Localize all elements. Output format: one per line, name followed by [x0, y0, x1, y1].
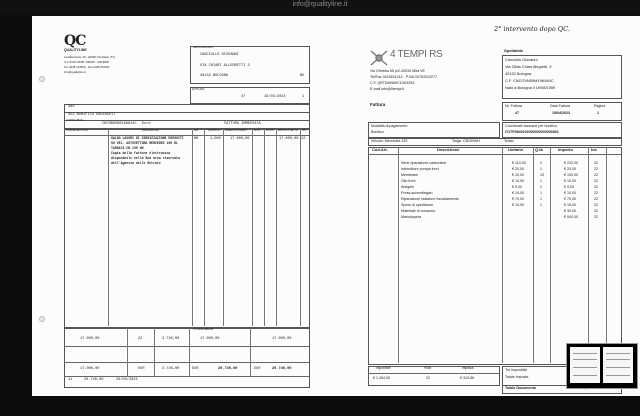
row-unit-price: € 70,00 [512, 197, 524, 201]
totale-imponibile: 17.000,00 [200, 337, 220, 341]
row-quantity: 1 [540, 191, 542, 195]
totale-merce: 17.000,00 [272, 337, 292, 341]
dest-city: 40132 BOLOGNA [200, 74, 229, 78]
payment-value: Bonifico [371, 130, 384, 134]
row-unit-price: € 110,00 [512, 161, 526, 165]
row-iva: 22 [594, 197, 598, 201]
table-header-line [368, 154, 621, 155]
totals-col [250, 328, 251, 376]
date-label: Data Fattura [550, 104, 570, 108]
column-header: Q.tà [535, 147, 543, 152]
client-line: C.F. CNCGVN59M19A944C [505, 78, 554, 83]
targa-label: Targa: CB190WH [452, 139, 480, 143]
punch-hole [39, 76, 45, 82]
page-value: 1 [597, 111, 599, 115]
row-quantity: 1 [540, 179, 542, 183]
brand-name: 4 TEMPI RS [390, 49, 443, 60]
aliquota: 22 [138, 337, 143, 341]
column-header: SC % [254, 129, 261, 132]
address-line: Via Ghebba 65 p/2-30034 Mira VE [370, 69, 425, 73]
bank-value: IT27P0845202000000000005303 [505, 130, 559, 134]
thumbnail-page-left [570, 347, 600, 383]
bank-label: Coordinate bancarie per bonifico [505, 124, 557, 128]
dest-address: VIA CHIARI ALLEGRETTI 3 [200, 64, 250, 68]
row-unit-price: € 10,00 [512, 179, 524, 183]
netto-pagare: 20.740,00 [272, 367, 292, 371]
col-line [398, 147, 399, 363]
col-line [300, 129, 301, 326]
pistons-logo-icon [368, 49, 390, 67]
row-iva: 22 [594, 185, 598, 189]
column-header: PREZZO UNITARIO [225, 129, 247, 132]
column-header: CODICE ARTICOLO [66, 129, 89, 132]
description-line: TARGATA CB 190 WH [111, 146, 144, 150]
spett-label: Spettabile [504, 48, 524, 53]
viewer-bottom-bar [0, 397, 640, 416]
description-line: dell'Agenzia delle Entrate [111, 161, 161, 165]
row-amount: € 10,00 [564, 179, 576, 183]
sum-header: Imposta [462, 366, 474, 370]
row-unit-price: € 15,00 [512, 203, 524, 207]
sum-line [368, 373, 499, 374]
row-amount: € 940,00 [564, 215, 578, 219]
handwritten-note: 2° intervento dopo QC. [494, 25, 570, 33]
totals-line [64, 362, 309, 363]
page-thumbnail[interactable] [566, 343, 638, 389]
dest-label: DESTINATARIO [193, 45, 214, 49]
totals-line [64, 376, 309, 377]
col-line [223, 129, 224, 326]
column-header: IMPORTO NETTO [278, 129, 298, 132]
telaio-label: Telaio: [504, 139, 515, 143]
causale: FATTURA IMMEDIATA [224, 122, 261, 126]
imponibile: 17.000,00 [80, 337, 100, 341]
col-line [550, 147, 551, 363]
col-line [264, 129, 265, 326]
row-iva: 22 [594, 167, 598, 171]
column-header: Importo [558, 147, 573, 152]
col-line [108, 129, 109, 326]
iban-label: CODICE IBAN [66, 119, 83, 122]
description-line: SALDO LAVORI DI IGENIZZAZIONE ESEGUITI [111, 136, 184, 140]
company-line: C.F./P.IVA 02451 100000 - 000 8800 [64, 60, 109, 64]
sum-header: %Iva [424, 366, 432, 370]
column-header: QUANTITA' [208, 129, 221, 132]
row-iva: 22 [594, 191, 598, 195]
row-quantity: 10 [540, 173, 544, 177]
client-line: Canciullo Giovanni [505, 57, 538, 62]
totals-label: TOTALE MERCE [193, 328, 213, 331]
row-unit-price: € 10,00 [512, 191, 524, 195]
row-amount: € 10,00 [564, 191, 576, 195]
tot-imposta-label: Totale Imposta [505, 375, 529, 379]
row-amount: 17.000,00 [279, 137, 299, 141]
left-items-table [64, 129, 310, 328]
iban-value: CHCGBO5N019A944C [102, 122, 137, 126]
col-line [606, 147, 607, 363]
row-um: NR [194, 137, 199, 141]
client-code: 489 [68, 105, 75, 109]
page-label: Pagina [594, 104, 606, 108]
company-line: info@qualityline.it [64, 70, 86, 74]
totals-col [154, 328, 155, 376]
row-amount: € 20,00 [564, 167, 576, 171]
row-qty: 1,000 [210, 137, 221, 141]
row-iva: 22 [594, 203, 598, 207]
client-line: 40132 Bologna [505, 71, 532, 76]
dest-prov: BO [300, 74, 305, 78]
row-amount: € 9,00 [564, 185, 574, 189]
col-line [192, 129, 193, 326]
row-iva: 22 [594, 215, 598, 219]
vehicle-label: Veicolo: Mercedes 190 [371, 139, 408, 143]
row-iva: 22 [301, 137, 306, 141]
totals-col [127, 328, 128, 376]
num-value: 47 [515, 111, 519, 115]
table-header-line [64, 135, 309, 136]
row-iva: 22 [594, 161, 598, 165]
description-line: Copia della fattura elettronica [111, 151, 171, 155]
row-quantity: 2 [540, 161, 542, 165]
row-iva: 22 [594, 173, 598, 177]
doc-type: Fattura [370, 102, 386, 107]
scadenza-date: 29/03/2023 [116, 378, 138, 382]
tot-imp-label: Tot Imponibile [505, 368, 528, 372]
row-unit-price: € 10,00 [512, 173, 524, 177]
sum-header: Imponibile [376, 366, 391, 370]
sum-imposta: € 319,88 [460, 376, 474, 380]
viewer-title-bar [0, 0, 640, 13]
row-quantity: 1 [540, 185, 542, 189]
punch-hole [39, 316, 45, 322]
row-description: Presa accendisigari [401, 191, 433, 195]
left-logo-sub: QUALITYLINE [64, 48, 87, 52]
row-quantity: 1 [540, 167, 542, 171]
column-header: SC 2% [266, 129, 274, 132]
row-amount: € 100,00 [564, 173, 578, 177]
valuta-2: EUR [192, 367, 199, 371]
row-description: Manodopera [401, 215, 422, 219]
sum-imponibile: € 1.454,00 [373, 376, 390, 380]
column-header: DESCRIZIONE [142, 129, 159, 132]
doc-date: 19/03/2023 [264, 95, 286, 99]
row-quantity: 1 [540, 197, 542, 201]
totale-imponibile-2: 17.000,00 [80, 367, 100, 371]
address-line: Tel/Fax 0415631412 - P.IVA 03763310277 [370, 75, 438, 79]
left-doc-header-box [190, 87, 310, 104]
left-iban-row [64, 120, 310, 129]
viewer-title: info@qualityline.it [292, 1, 348, 8]
doc-number: 47 [241, 95, 246, 99]
tot-doc-label: Totale Documento [505, 386, 537, 390]
column-header: IVA [302, 129, 306, 132]
column-header: Iva [591, 147, 597, 152]
col-line [588, 147, 589, 363]
column-header: UM [194, 129, 198, 132]
description-line: disponibile nella Sua area riservata [111, 156, 180, 160]
totale-iva: 3.740,00 [162, 367, 180, 371]
dest-name: CANCIULLO GIOVANNI [200, 53, 239, 57]
totals-line [64, 346, 309, 347]
valuta-3: EUR [254, 367, 261, 371]
col-line [252, 129, 253, 326]
row-description: Materiale di consumo [401, 209, 436, 213]
column-header: Cod.Art. [372, 147, 388, 152]
col-line [204, 129, 205, 326]
date-value: 19/04/2023 [552, 111, 570, 115]
col-line [502, 147, 503, 363]
doc-page: 1 [302, 95, 305, 99]
payment-label: Modalità di pagamento [371, 124, 408, 128]
address-line: C.F. QRTDMN69C10D325X [370, 81, 415, 85]
row-amount: € 220,00 [564, 161, 578, 165]
client-line: Nato a Bologna il 19/08/1959 [505, 85, 556, 90]
description-line: SU VEL. AUTOVETTURA MERCEDES 190 DL [111, 141, 178, 145]
currency: Euro [142, 122, 151, 126]
thumbnail-page-right [603, 347, 633, 383]
row-amount: € 15,00 [564, 203, 576, 207]
address-line: E-mail info@4tempi.it [370, 87, 405, 91]
row-amount: € 30,00 [564, 209, 576, 213]
valuta: EUR [138, 367, 145, 371]
row-iva: 22 [594, 209, 598, 213]
col-line [533, 147, 534, 363]
row-price: 17.000,00 [230, 137, 250, 141]
scadenza-num: 11 [68, 378, 73, 382]
num-label: Nr. Fattura [505, 104, 522, 108]
row-description: Olio freni [401, 179, 416, 183]
column-header: Unitario [508, 147, 524, 152]
col-line [276, 129, 277, 326]
sum-iva-pct: 22 [426, 376, 430, 380]
row-description: Riparazione radiatore riscaldamento [401, 197, 459, 201]
row-description: Antigelo [401, 185, 414, 189]
row-quantity: 1 [540, 203, 542, 207]
company-line: Località Gioia, 20 - 20060 Ozzellago (TV) [64, 55, 116, 59]
row-description: Spese di spedizione [401, 203, 434, 207]
totals-col [189, 328, 190, 376]
row-description: Interruttore pompa freni [401, 167, 439, 171]
iva-amount: 3.740,00 [162, 337, 180, 341]
column-header: Descrizione [437, 147, 460, 152]
row-description: Serie riparazione carburatori [401, 161, 447, 165]
client-line: Via Gilda Chiari Alegretti, 3 [505, 64, 552, 69]
row-iva: 22 [594, 179, 598, 183]
scadenza-amount: 20.740,00 [84, 378, 104, 382]
payment-method: 552 BONIFICO ORDINEDIT [68, 113, 116, 117]
left-logo: QC [64, 33, 86, 49]
row-amount: € 70,00 [564, 197, 576, 201]
row-description: Membrane [401, 173, 419, 177]
totale-documento: 20.740,00 [218, 367, 238, 371]
row-unit-price: € 9,00 [512, 185, 522, 189]
scanned-page [32, 16, 640, 396]
row-unit-price: € 20,00 [512, 167, 524, 171]
company-line: Tel. 0438 123456 - Fax 0438 654321 [64, 65, 110, 69]
doc-label: FATTURA [192, 87, 205, 91]
